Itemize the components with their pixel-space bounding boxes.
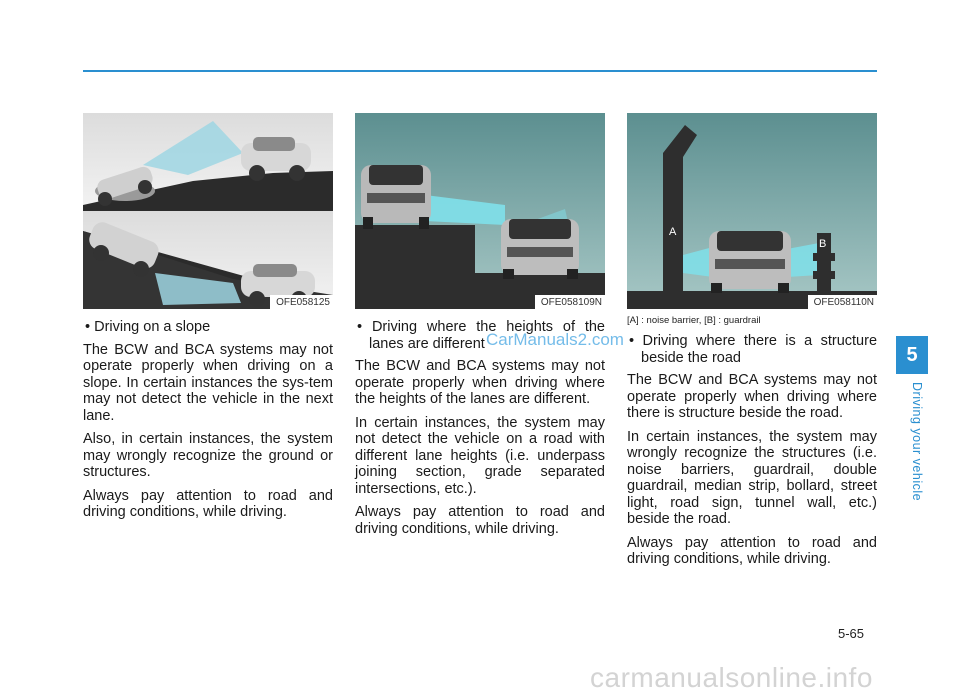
paragraph: In certain instances, the system may wrongly recognize the structures (i.e. noise barriers, guardrail, double guardrail, median strip, bollard, street light, road sign, tunnel wall, etc.) beside the road. — [627, 428, 877, 527]
car-icon — [709, 231, 791, 293]
column-lane-heights — [355, 113, 605, 544]
label-a: A — [669, 226, 677, 238]
structure-illustration — [627, 113, 877, 309]
bullet-item — [83, 319, 333, 336]
paragraph: Also, in certain instances, the system may wrongly recognize the ground or structures. — [83, 431, 333, 480]
paragraph: The BCW and BCA systems may not operate properly when driving where there is structure beside the road. — [627, 372, 877, 421]
watermark-carmanualsonline: carmanualsonline.info — [590, 662, 873, 693]
figure-code: OFE058110N — [808, 295, 877, 309]
column-structure — [627, 113, 877, 575]
chapter-title: Driving your vehicle — [910, 382, 924, 502]
figure-slope — [83, 113, 333, 309]
slope-illustration — [83, 113, 333, 309]
watermark-carmanuals2: CarManuals2.com — [486, 330, 624, 349]
bullet-glyph: • — [629, 333, 635, 349]
bullet-text: Driving where the heights of the lanes are different — [369, 319, 605, 352]
figure-structure — [627, 113, 877, 309]
label-b: B — [819, 238, 827, 250]
car-icon — [501, 219, 579, 279]
paragraph: The BCW and BCA systems may not operate properly when driving on a slope. In certain instances the sys-tem may not detect the vehicle in the next lane. — [83, 341, 333, 424]
chapter-number-tab[interactable]: 5 — [896, 336, 928, 374]
car-icon — [361, 165, 431, 229]
paragraph: In certain instances, the system may not detect the vehicle on a road with different lane heights (i.e. underpass joining section, grade separated intersections, etc.). — [355, 414, 605, 497]
bullet-item — [627, 333, 877, 366]
figure-caption: [A] : noise barrier, [B] : guardrail — [627, 315, 761, 326]
bullet-glyph: • — [85, 319, 91, 335]
bullet-text: Driving where there is a structure beside the road — [641, 333, 878, 366]
figure-code: OFE058125 — [270, 295, 333, 309]
figure-code: OFE058109N — [535, 295, 605, 309]
column-slope — [83, 113, 333, 528]
bullet-glyph: • — [357, 319, 363, 335]
paragraph: The BCW and BCA systems may not operate properly when driving where the heights of the lanes are different. — [355, 358, 605, 407]
bullet-text: Driving on a slope — [94, 319, 211, 335]
paragraph: Always pay attention to road and driving conditions, while driving. — [83, 487, 333, 520]
paragraph: Always pay attention to road and driving conditions, while driving. — [627, 534, 877, 567]
paragraph: Always pay attention to road and driving conditions, while driving. — [355, 504, 605, 537]
lane-heights-illustration — [355, 113, 605, 309]
figure-lane-heights — [355, 113, 605, 309]
page-number: 5-65 — [838, 626, 865, 641]
header-rule — [83, 70, 877, 72]
